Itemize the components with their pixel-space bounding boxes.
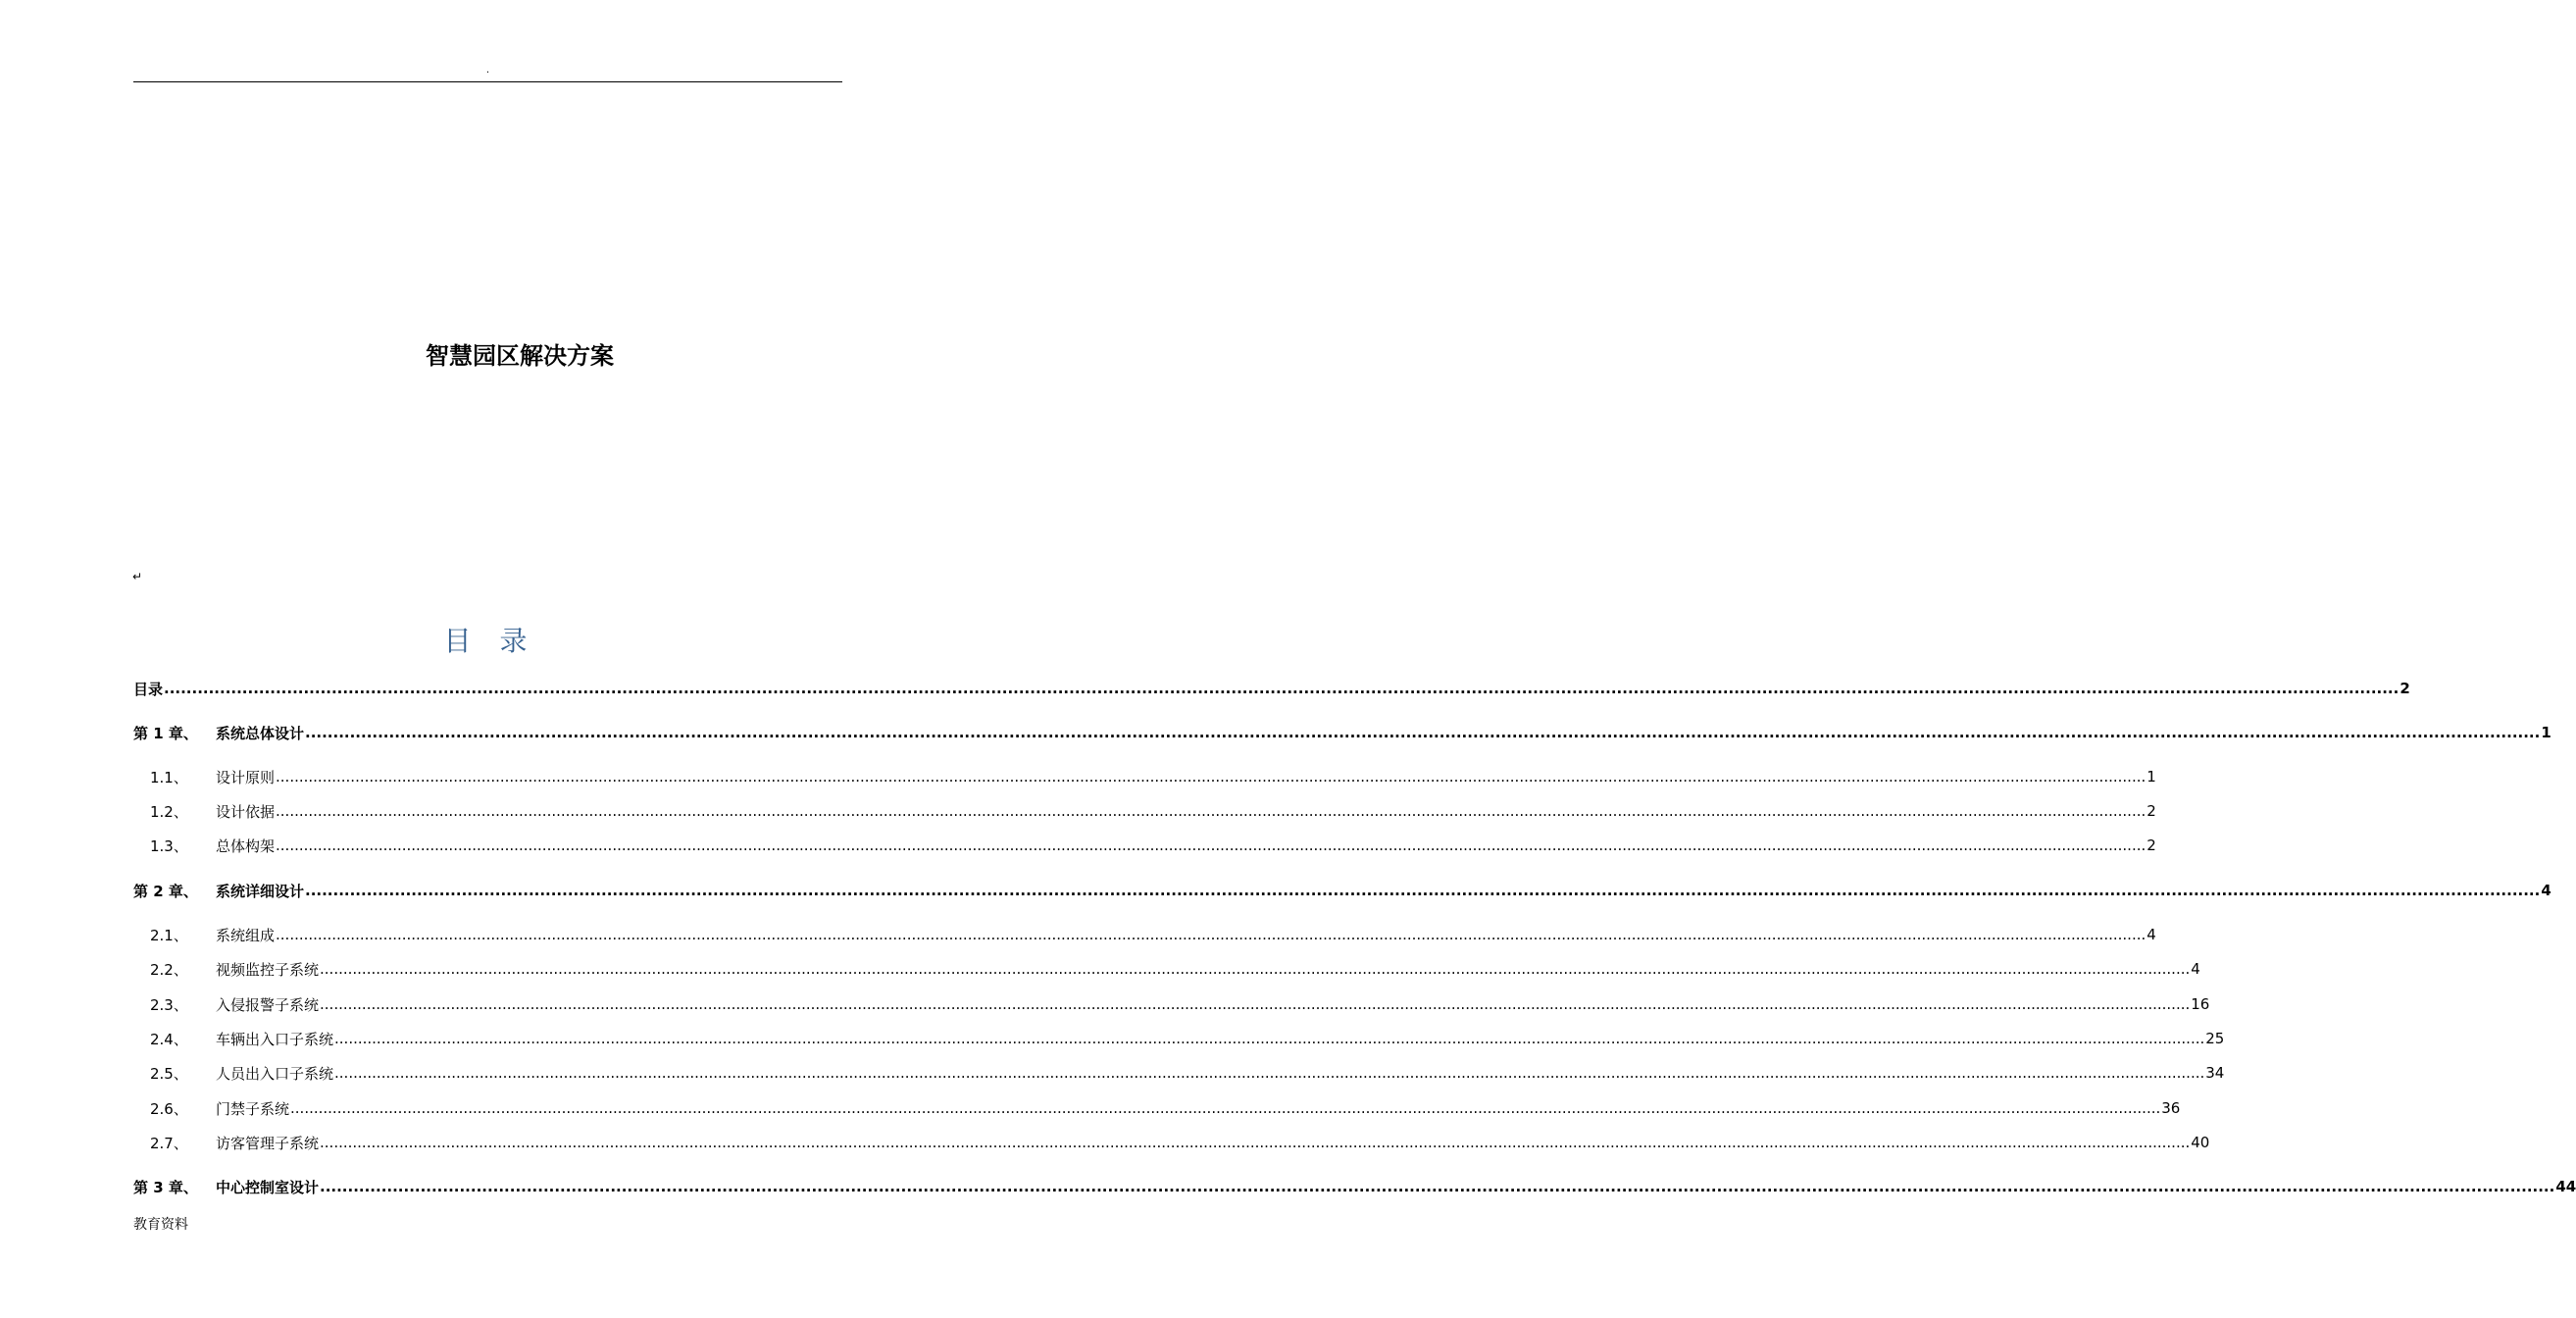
toc-entry-page-number: 2	[2399, 680, 2410, 697]
toc-entry-number: 1.3、	[150, 836, 188, 855]
header-rule	[133, 81, 842, 82]
toc-entry-label: 门禁子系统	[216, 1099, 290, 1118]
toc-dot-leader: ................................................................................................................................................................................................................................................................................................................................................................................................................	[320, 995, 2191, 1013]
toc-entry[interactable]	[133, 993, 2210, 1015]
toc-entry-label: 人员出入口子系统	[216, 1064, 334, 1083]
toc-entry-number: 2.2、	[150, 960, 188, 979]
toc-dot-leader: ................................................................................................................................................................................................................................................................................................................................................................................................................	[334, 1030, 2205, 1047]
footer-text: 教育资料	[133, 1217, 188, 1233]
toc-dot-leader: ................................................................................................................................................................................................................................................................................................................................................................................................................	[320, 1178, 2555, 1195]
toc-entry-label: 中心控制室设计	[216, 1178, 320, 1196]
toc-dot-leader: ................................................................................................................................................................................................................................................................................................................................................................................................................	[276, 768, 2147, 786]
toc-entry-number: 1.2、	[150, 802, 188, 821]
toc-dot-leader: ................................................................................................................................................................................................................................................................................................................................................................................................................	[334, 1064, 2205, 1082]
toc-entry-number: 2.7、	[150, 1134, 188, 1152]
toc-entry[interactable]	[133, 678, 2410, 699]
toc-entry[interactable]	[133, 1132, 2210, 1153]
toc-entry-page-number: 40	[2191, 1134, 2210, 1151]
toc-entry-label: 设计原则	[216, 768, 276, 786]
toc-entry-page-number: 16	[2191, 995, 2210, 1013]
toc-entry[interactable]	[133, 924, 2156, 945]
toc-entry-page-number: 44	[2555, 1178, 2576, 1195]
toc-entry-page-number: 2	[2147, 836, 2156, 854]
toc-entry-label: 系统详细设计	[216, 882, 305, 900]
toc-entry-number: 第 1 章、	[133, 724, 198, 742]
toc-entry-label: 入侵报警子系统	[216, 995, 320, 1014]
toc-dot-leader: ................................................................................................................................................................................................................................................................................................................................................................................................................	[305, 882, 2541, 899]
toc-entry[interactable]	[133, 1062, 2225, 1084]
toc-entry-number: 1.1、	[150, 768, 188, 786]
toc-dot-leader: ................................................................................................................................................................................................................................................................................................................................................................................................................	[276, 802, 2147, 820]
toc-entry-page-number: 4	[2191, 960, 2200, 978]
toc-dot-leader: ................................................................................................................................................................................................................................................................................................................................................................................................................	[164, 680, 2399, 697]
toc-entry-page-number: 25	[2205, 1030, 2225, 1047]
toc-entry-number: 第 3 章、	[133, 1178, 198, 1196]
toc-entry-number: 2.5、	[150, 1064, 188, 1083]
toc-dot-leader: ................................................................................................................................................................................................................................................................................................................................................................................................................	[290, 1099, 2161, 1117]
toc-entry[interactable]	[133, 1028, 2225, 1049]
toc-entry[interactable]	[133, 958, 2200, 980]
toc-entry-page-number: 36	[2161, 1099, 2181, 1117]
toc-entry-number: 2.3、	[150, 995, 188, 1014]
toc-entry-label: 总体构架	[216, 836, 276, 855]
toc-entry[interactable]	[133, 1176, 2576, 1197]
toc-entry-page-number: 1	[2147, 768, 2156, 786]
toc-entry-label: 车辆出入口子系统	[216, 1030, 334, 1048]
toc-entry-label: 视频监控子系统	[216, 960, 320, 979]
toc-entry-label: 设计依据	[216, 802, 276, 821]
toc-entry[interactable]	[133, 800, 2156, 822]
document-title: 智慧园区解决方案	[426, 342, 614, 370]
toc-dot-leader: ................................................................................................................................................................................................................................................................................................................................................................................................................	[276, 836, 2147, 854]
toc-heading: 目 录	[443, 625, 537, 657]
toc-entry-page-number: 2	[2147, 802, 2156, 820]
toc-entry-label: 目录	[133, 680, 164, 698]
paragraph-mark: ↵	[132, 570, 143, 583]
toc-dot-leader: ................................................................................................................................................................................................................................................................................................................................................................................................................	[305, 724, 2541, 741]
toc-entry-page-number: 4	[2147, 926, 2156, 943]
toc-entry[interactable]	[133, 1097, 2181, 1119]
toc-dot-leader: ................................................................................................................................................................................................................................................................................................................................................................................................................	[320, 960, 2191, 978]
toc-entry-number: 2.4、	[150, 1030, 188, 1048]
toc-entry-page-number: 34	[2205, 1064, 2225, 1082]
page-header-mark: .	[485, 65, 490, 76]
toc-dot-leader: ................................................................................................................................................................................................................................................................................................................................................................................................................	[276, 926, 2147, 943]
toc-entry-label: 系统组成	[216, 926, 276, 944]
toc-entry-number: 第 2 章、	[133, 882, 198, 900]
toc-entry-page-number: 4	[2541, 882, 2551, 899]
toc-entry-number: 2.1、	[150, 926, 188, 944]
toc-entry[interactable]	[133, 880, 2551, 901]
toc-entry-label: 访客管理子系统	[216, 1134, 320, 1152]
toc-entry-page-number: 1	[2541, 724, 2551, 741]
toc-dot-leader: ................................................................................................................................................................................................................................................................................................................................................................................................................	[320, 1134, 2191, 1151]
toc-entry[interactable]	[133, 766, 2156, 787]
toc-entry-number: 2.6、	[150, 1099, 188, 1118]
toc-entry[interactable]	[133, 835, 2156, 856]
toc-entry-label: 系统总体设计	[216, 724, 305, 742]
toc-entry[interactable]	[133, 722, 2551, 743]
